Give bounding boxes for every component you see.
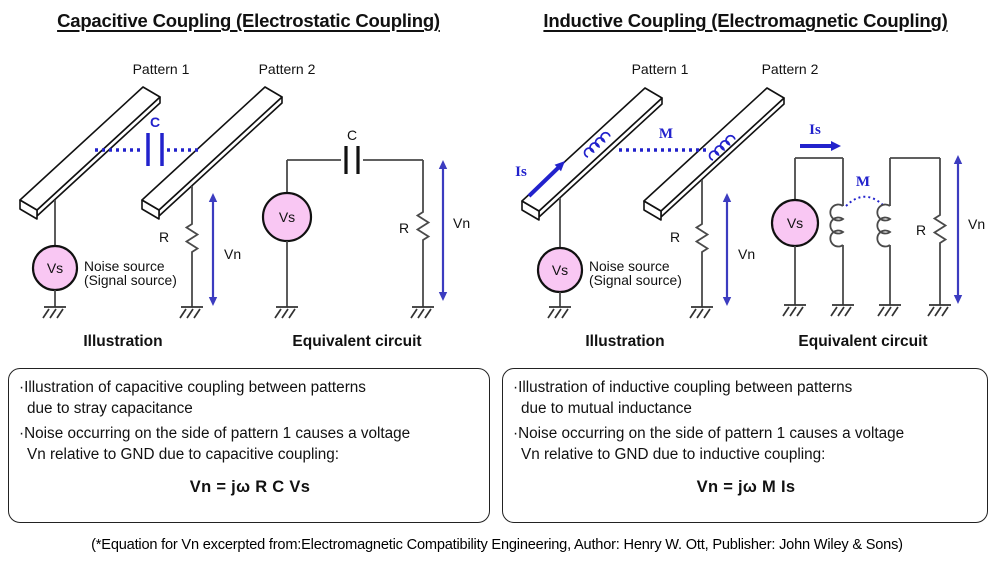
pattern2-label: Pattern 2 (258, 61, 316, 77)
pattern1-label: Pattern 1 (132, 61, 190, 77)
is-current-arrow (800, 141, 841, 151)
capacitive-note-box (8, 368, 490, 523)
ground-symbol (783, 305, 806, 316)
equiv-r-label: R (915, 222, 927, 238)
equivalent-circuit-caption: Equivalent circuit (798, 333, 928, 350)
bullet-line (19, 377, 481, 398)
note-text: Illustration of inductive coupling between patterns (518, 379, 853, 396)
illustration-caption: Illustration (585, 333, 665, 350)
equivalent-circuit-caption: Equivalent circuit (292, 333, 422, 350)
equiv-r-label: R (398, 220, 410, 236)
noise-source-label-line1: Noise source (589, 259, 670, 274)
r-label: R (669, 229, 681, 245)
equiv-vs-label: Vs (278, 209, 296, 225)
ground-symbol (831, 305, 854, 316)
bullet-line (513, 423, 979, 444)
ground-symbol (411, 307, 434, 318)
bullet-dot: · (513, 425, 519, 442)
resistor-symbol (187, 222, 198, 254)
right-section-title: Inductive Coupling (Electromagnetic Coupling) (543, 10, 948, 31)
inductive-note-box (502, 368, 988, 523)
ground-symbol (548, 307, 571, 318)
note-text: Illustration of capacitive coupling between patterns (24, 379, 366, 396)
inductor-primary (830, 205, 843, 247)
vs-label: Vs (551, 262, 569, 278)
resistor-symbol (935, 213, 946, 245)
equiv-vs-label: Vs (786, 215, 804, 231)
pcb-pattern1-bar (522, 88, 662, 220)
ground-symbol (690, 307, 713, 318)
note-text: Noise occurring on the side of pattern 1 causes a voltage (24, 425, 411, 442)
vn-label: Vn (224, 246, 242, 262)
equiv-vn-label: Vn (968, 216, 986, 232)
capacitive-coupling-diagram (0, 50, 497, 360)
inductive-coupling-diagram (497, 50, 994, 360)
pcb-pattern2-bar (644, 88, 784, 220)
pattern1-label: Pattern 1 (631, 61, 689, 77)
inductive-equivalent-circuit (772, 122, 985, 350)
left-section-title: Capacitive Coupling (Electrostatic Coupling) (57, 10, 440, 31)
vs-label: Vs (46, 260, 64, 276)
pcb-pattern1-bar (20, 87, 160, 219)
capacitive-equation: Vn = jω R C Vs (189, 478, 311, 496)
illustration-caption: Illustration (83, 333, 163, 350)
bullet-dot: · (19, 379, 25, 396)
equiv-m-label: M (855, 174, 871, 190)
inductive-equation: Vn = jω M Is (696, 478, 796, 496)
m-label: M (658, 126, 674, 142)
equiv-is-label: Is (809, 122, 821, 138)
ground-symbol (928, 305, 951, 316)
bullet-dot: · (513, 379, 519, 396)
is-label: Is (515, 164, 527, 180)
bullet-continuation: Vn relative to GND due to inductive coupling: (521, 446, 826, 463)
vn-arrow (954, 155, 962, 304)
mutual-inductance-arc (846, 197, 883, 206)
vn-arrow (209, 193, 217, 306)
noise-source-label-line2: (Signal source) (589, 273, 682, 288)
capacitance-c-label: C (149, 114, 161, 130)
ground-symbol (43, 307, 66, 318)
source-footnote: (*Equation for Vn excerpted from:Electromagnetic Compatibility Engineering, Author: Henry W. Ott, Publisher: John Wiley & Sons) (91, 537, 903, 553)
vn-label: Vn (738, 246, 756, 262)
ground-symbol (180, 307, 203, 318)
ground-symbol (275, 307, 298, 318)
bullet-line (513, 377, 979, 398)
capacitive-equivalent-circuit (263, 127, 470, 350)
equiv-vn-label: Vn (453, 215, 471, 231)
ground-symbol (878, 305, 901, 316)
noise-source-label-line1: Noise source (84, 259, 165, 274)
r-label: R (158, 229, 170, 245)
pattern2-label: Pattern 2 (761, 61, 819, 77)
inductor-secondary (877, 205, 890, 247)
equiv-c-label: C (346, 127, 358, 143)
bullet-continuation: due to mutual inductance (521, 400, 692, 417)
resistor-symbol (697, 222, 708, 254)
note-text: Noise occurring on the side of pattern 1 causes a voltage (518, 425, 905, 442)
bullet-dot: · (19, 425, 25, 442)
bullet-line (19, 423, 481, 444)
vn-arrow (723, 193, 731, 306)
vn-arrow (439, 160, 447, 301)
resistor-symbol (418, 210, 429, 242)
bullet-continuation: Vn relative to GND due to capacitive coupling: (27, 446, 340, 463)
bullet-continuation: due to stray capacitance (27, 400, 193, 417)
noise-source-label-line2: (Signal source) (84, 273, 177, 288)
